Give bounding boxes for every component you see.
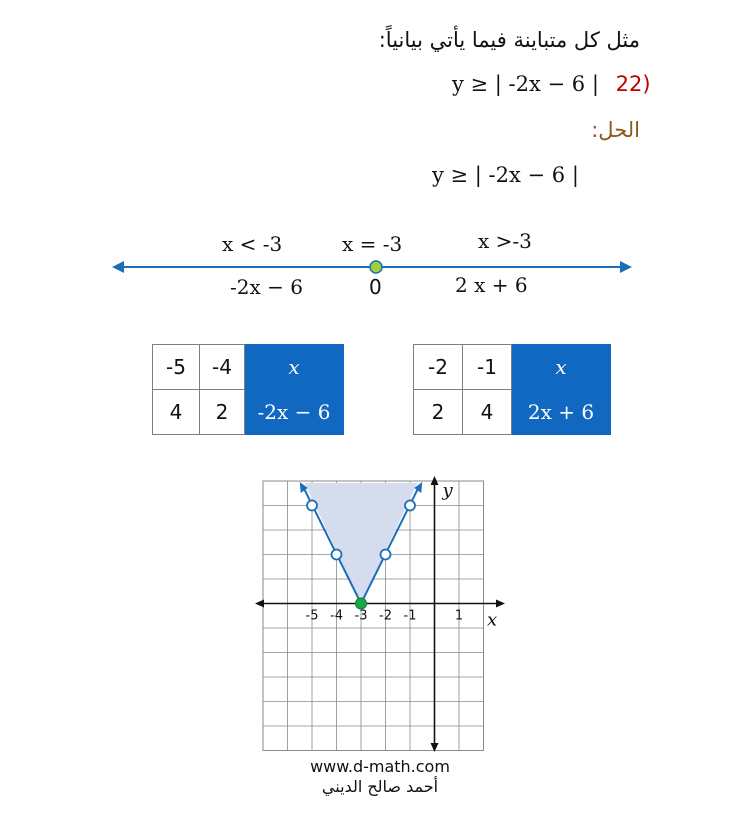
- number-line-point: [370, 261, 382, 273]
- solution-label: الحل:: [591, 118, 640, 142]
- inequality-graph: [255, 476, 505, 752]
- table-cell: 4: [463, 390, 512, 435]
- table-cell: -5: [153, 345, 200, 390]
- x-axis-label: x: [487, 609, 498, 631]
- x-tick-label: -1: [403, 608, 417, 624]
- problem-number: 22): [615, 72, 651, 96]
- x-tick-label: -4: [330, 608, 343, 624]
- data-point: [332, 550, 342, 560]
- data-point: [405, 501, 415, 511]
- table-cell: -1: [463, 345, 512, 390]
- table-header: 2x + 6: [512, 390, 611, 435]
- data-point: [381, 550, 391, 560]
- table-cell: 2: [200, 390, 245, 435]
- value-table-right: [413, 344, 611, 435]
- table-cell: -2: [414, 345, 463, 390]
- table-cell: -4: [200, 345, 245, 390]
- footer-website: www.d-math.com: [310, 757, 450, 776]
- y-axis-label: y: [442, 480, 453, 501]
- right-expression: 2 x + 6: [455, 273, 528, 297]
- x-axis-arrow-left: [255, 600, 264, 608]
- table-header: x: [512, 345, 611, 390]
- right-condition: x >-3: [478, 229, 532, 253]
- x-tick-label: 1: [454, 608, 464, 624]
- exercise-heading: مثل كل متباينة فيما يأتي بيانياً:: [378, 28, 640, 52]
- x-tick-label: -3: [354, 608, 368, 624]
- x-axis-arrow-right: [496, 600, 505, 608]
- table-cell: 2: [414, 390, 463, 435]
- problem-expression: y ≥ | -2x − 6 |: [452, 72, 599, 96]
- table-cell: 4: [153, 390, 200, 435]
- x-tick-label: -2: [379, 608, 392, 624]
- vertex-point: [356, 598, 367, 609]
- mid-condition: x = -3: [342, 232, 403, 256]
- table-header: x: [245, 345, 344, 390]
- left-condition: x < -3: [222, 232, 283, 256]
- footer-author: أحمد صالح الديني: [321, 777, 439, 796]
- value-table-left: [152, 344, 344, 435]
- mid-value: 0: [369, 275, 382, 299]
- problem-line: [452, 72, 651, 96]
- left-expression: -2x − 6: [230, 275, 303, 299]
- table-header: -2x − 6: [245, 390, 344, 435]
- x-tick-label: -5: [305, 608, 319, 624]
- restated-inequality: y ≥ | -2x − 6 |: [432, 163, 579, 187]
- data-point: [307, 501, 317, 511]
